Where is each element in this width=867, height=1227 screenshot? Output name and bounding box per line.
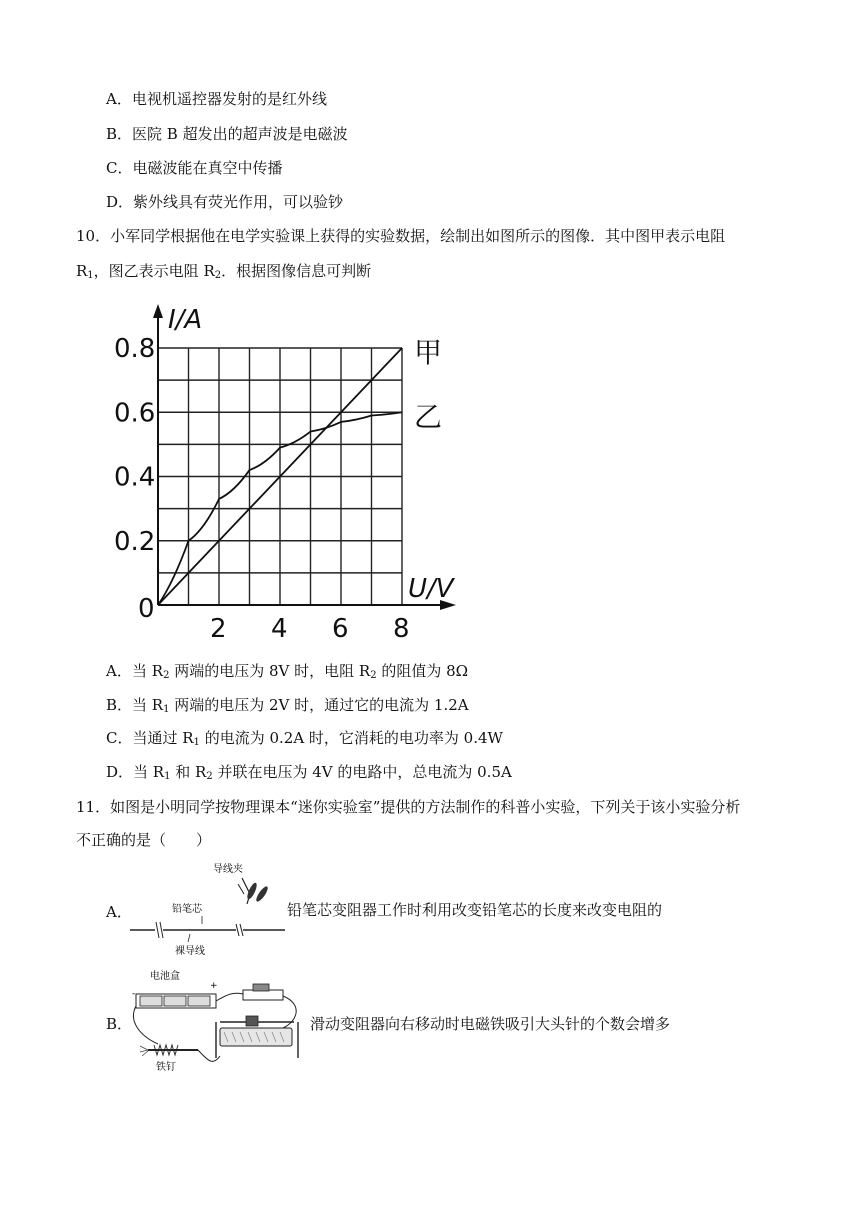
break-mark-icon [160, 922, 163, 938]
option-letter: A． [106, 90, 132, 108]
q10-option-d[interactable] [106, 762, 512, 782]
option-text: 并联在电压为 4V 的电路中，总电流为 0.5A [212, 763, 512, 781]
electromagnet-circuit-figure [128, 966, 308, 1076]
x-tick-label: 6 [332, 614, 349, 644]
battery-cell-icon [188, 996, 210, 1006]
option-text: 当 R [132, 662, 164, 680]
y-tick-label: 0.2 [114, 526, 156, 557]
axes [153, 304, 456, 610]
stem-text: ，图乙表示电阻 R [93, 262, 215, 280]
option-text: 紫外线具有荧光作用，可以验钞 [133, 193, 344, 211]
option-letter: C． [106, 159, 133, 177]
option-text: 当 R [132, 696, 164, 714]
stem-text: ．根据图像信息可判断 [221, 262, 372, 280]
option-text: 当 R [133, 763, 165, 781]
y-tick-label: 0.4 [114, 462, 156, 493]
wire-icon [216, 993, 243, 1001]
stem-sub: 2 [214, 270, 222, 281]
q9-option-b[interactable] [106, 124, 348, 144]
option-text: 电磁波能在真空中传播 [132, 159, 283, 177]
battery-cell-icon [140, 996, 162, 1006]
battery-cell-icon [164, 996, 186, 1006]
option-sub: 2 [370, 670, 377, 681]
plus-sign: + [210, 981, 218, 991]
option-text: 电视机遥控器发射的是红外线 [132, 90, 328, 108]
q9-option-d[interactable] [106, 192, 343, 212]
option-text: 的电流为 0.2A 时，它消耗的电功率为 0.4W [199, 729, 503, 747]
series-label: 乙 [414, 400, 443, 434]
q10-option-a[interactable] [106, 661, 468, 681]
origin-label: 0 [138, 594, 155, 624]
option-letter: A． [106, 662, 132, 680]
option-sub: 2 [163, 670, 170, 681]
q11-option-b-text[interactable]: 滑动变阻器向右移动时电磁铁吸引大头针的个数会增多 [310, 1015, 671, 1033]
wire-icon [133, 1006, 158, 1044]
nail-label: 铁钉 [156, 1062, 176, 1073]
option-letter: C． [106, 729, 133, 747]
clip-wire-icon [238, 884, 244, 894]
clip-jaw-icon [254, 885, 269, 903]
option-sub: 1 [163, 704, 170, 715]
q9-option-c[interactable] [106, 158, 283, 178]
q11-option-b-letter[interactable]: B． [106, 1015, 133, 1033]
option-text: 当通过 R [132, 729, 194, 747]
y-tick-label: 0.8 [114, 334, 156, 364]
y-axis-arrow-icon [153, 304, 163, 318]
option-sub: 2 [206, 771, 213, 782]
q9-option-a[interactable] [106, 89, 327, 109]
stem-text: R [76, 262, 88, 280]
q11-stem-line2: 不正确的是（ ） [76, 831, 212, 849]
option-letter: B． [106, 125, 133, 143]
option-text: 两端的电压为 2V 时，通过它的电流为 1.2A [169, 696, 469, 714]
option-text: 的阻值为 8Ω [376, 662, 469, 680]
y-axis-label: I/A [168, 305, 203, 335]
x-tick-label: 4 [271, 614, 288, 644]
switch-base-icon [243, 990, 283, 1000]
switch-knob-icon [253, 984, 269, 991]
pins-icon [140, 1046, 148, 1056]
minus-sign: - [132, 989, 136, 999]
battery-label: 电池盒 [150, 971, 180, 982]
series-label: 甲 [414, 336, 443, 369]
lead-label: 铅笔芯 [172, 904, 202, 915]
y-tick-label: 0.6 [114, 398, 156, 429]
q10-stem-line1: 10．小军同学根据他在电学实验课上获得的实验数据，绘制出如图所示的图像．其中图甲表示电阻 [76, 227, 726, 245]
option-sub: 1 [164, 771, 171, 782]
pencil-rheostat-figure [130, 858, 290, 958]
option-letter: D． [106, 193, 134, 211]
q10-option-b[interactable] [106, 695, 469, 715]
option-text: 和 R [170, 763, 207, 781]
stem-sub: 1 [87, 270, 94, 281]
wire-pointer [188, 934, 190, 942]
q10-stem-line2 [76, 261, 371, 281]
clip-label: 导线夹 [213, 864, 243, 875]
iu-graph [110, 300, 470, 645]
x-tick-label: 8 [393, 614, 410, 644]
option-sub: 1 [193, 737, 200, 748]
rheostat-coil-icon [220, 1028, 292, 1046]
option-letter: B． [106, 696, 133, 714]
option-text: 两端的电压为 8V 时，电阻 R [169, 662, 371, 680]
q10-option-c[interactable] [106, 728, 503, 748]
x-tick-label: 2 [210, 614, 227, 644]
wire-label: 裸导线 [175, 946, 205, 957]
wire-icon [283, 996, 296, 1028]
clip-jaw-icon [245, 882, 258, 901]
q11-option-a-letter[interactable]: A． [106, 903, 132, 921]
rheostat-slider-icon [246, 1016, 258, 1026]
x-axis-label: U/V [408, 574, 454, 604]
break-mark-icon [240, 924, 243, 936]
q11-option-a-text[interactable]: 铅笔芯变阻器工作时利用改变铅笔芯的长度来改变电阻的 [287, 901, 663, 919]
break-mark-icon [236, 924, 239, 936]
option-text: 医院 B 超发出的超声波是电磁波 [132, 125, 348, 143]
break-mark-icon [156, 922, 159, 938]
q11-stem-line1: 11．如图是小明同学按物理课本“迷你实验室”提供的方法制作的科普小实验，下列关于该小实验分析 [76, 798, 741, 816]
option-letter: D． [106, 763, 134, 781]
